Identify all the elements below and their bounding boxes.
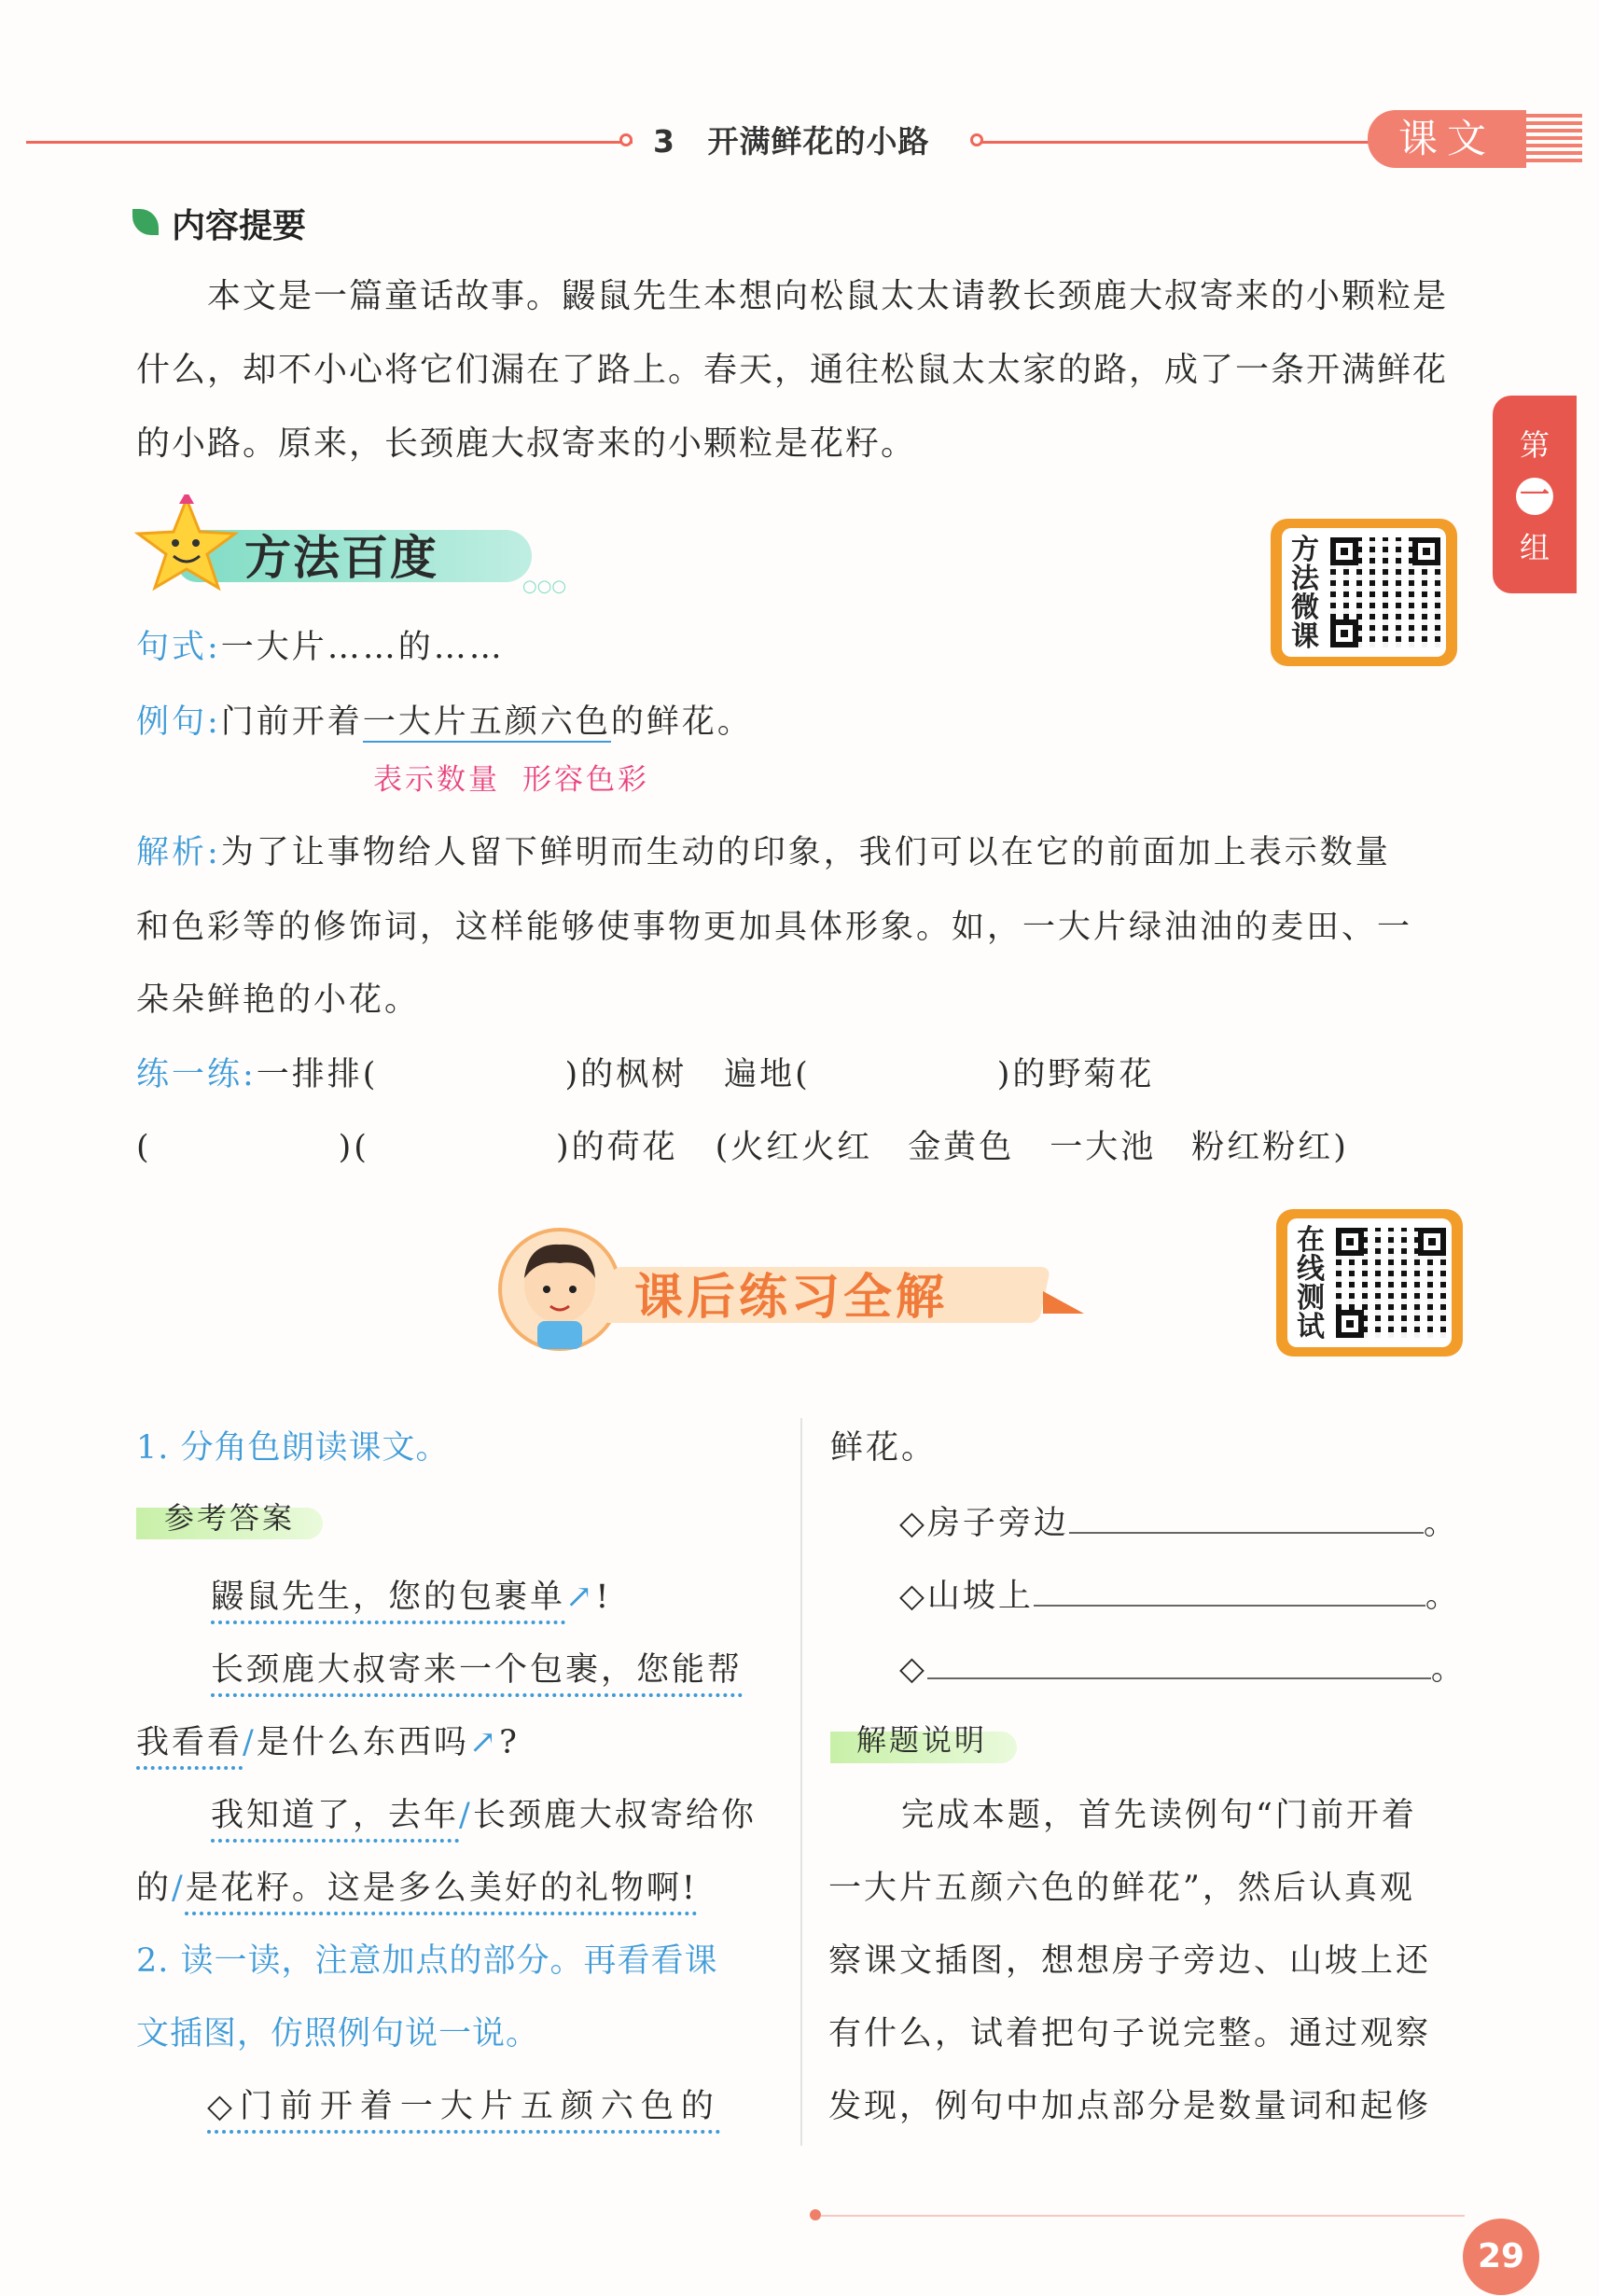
fill-period: 。 — [1425, 1578, 1461, 1615]
practice-g: )的荷花 — [555, 1129, 678, 1166]
qr-label: 方法微课 — [1291, 534, 1319, 653]
star-icon — [131, 494, 243, 597]
example-post: 的鲜花。 — [610, 703, 753, 741]
dialogue-line-2 — [211, 1644, 743, 1691]
explain-line-1: 完成本题，首先读例句“门前开着 — [901, 1797, 1417, 1834]
section-tab-stripes — [1526, 114, 1582, 164]
ref-answer-label: 参考答案 — [164, 1500, 296, 1536]
practice-c: 遍地( — [724, 1056, 811, 1093]
question-2-line-1: 2. 读一读，注意加点的部分。再看看课 — [136, 1942, 718, 1980]
dialogue-text: 的 — [136, 1870, 173, 1907]
dialogue-line-3 — [136, 1717, 520, 1763]
banner-dots: ○○○ — [522, 577, 567, 596]
fill-blank[interactable] — [1069, 1496, 1424, 1534]
dialogue-line-1 — [211, 1571, 611, 1618]
analysis-label: 解析: — [136, 834, 221, 871]
fill-line-1 — [899, 1496, 1459, 1544]
pattern-text: 一大片……的…… — [220, 629, 505, 666]
footer-rule — [821, 2215, 1465, 2217]
qr-label: 在线测试 — [1297, 1224, 1325, 1343]
explain-line-5: 发现，例句中加点部分是数量词和起修 — [828, 2088, 1432, 2125]
fill-blank[interactable] — [1034, 1569, 1425, 1607]
analysis-line-2: 和色彩等的修饰词，这样能够使事物更加具体形象。如，一大片绿油油的麦田、一 — [136, 909, 1413, 946]
header-rule-dot — [619, 133, 633, 146]
header-rule-right — [980, 141, 1371, 144]
example-sentence-cont: 鲜花。 — [830, 1429, 938, 1467]
fill-prompt: ◇房子旁边 — [899, 1505, 1069, 1542]
qr-finder — [1330, 619, 1358, 647]
dialogue-text: 鼹鼠先生，您的包裹单 — [211, 1579, 566, 1616]
analysis-text-1: 为了让事物给人留下鲜明而生动的印象，我们可以在它的前面加上表示数量 — [220, 834, 1391, 871]
banner-arrow — [1043, 1291, 1084, 1314]
section-tab: 课文 — [1368, 110, 1526, 168]
example-note-color: 形容色彩 — [522, 763, 649, 797]
example-color: 五颜六色 — [468, 703, 611, 741]
dialogue-line-4 — [211, 1789, 757, 1836]
dialogue-text: 是什么东西吗 — [256, 1724, 469, 1761]
page-number: 29 — [1463, 2219, 1539, 2295]
rising-tone-icon: ↗ — [468, 1724, 500, 1761]
qr-finder — [1336, 1228, 1364, 1256]
practice-f: )( — [338, 1129, 369, 1166]
example-quantity: 一大片 — [362, 703, 469, 741]
explain-line-4: 有什么，试着把句子说完整。通过观察 — [828, 2015, 1432, 2052]
example-note-quantity: 表示数量 — [373, 763, 500, 797]
summary-title: 内容提要 — [172, 207, 307, 245]
qr-finder — [1330, 537, 1358, 565]
practice-line-1 — [136, 1049, 1154, 1095]
practice-d: )的野菊花 — [996, 1056, 1155, 1093]
dialogue-text: 是花籽。这是多么美好的礼物啊! — [185, 1870, 698, 1907]
qr-screen — [1287, 1218, 1452, 1347]
fill-prompt: ◇山坡上 — [899, 1578, 1034, 1615]
summary-body: 本文是一篇童话故事。鼹鼠先生本想向松鼠太太请教长颈鹿大叔寄来的小颗粒是什么，却不小心将它们漏在了路上。春天，通往松鼠太太家的路，成了一条开满鲜花的小路。原来，长颈鹿大叔寄来的小颗粒是花籽。 — [136, 277, 1449, 463]
analysis-line-1 — [136, 827, 1391, 873]
rising-tone-icon: ↗ — [565, 1579, 596, 1616]
side-tab-bottom: 组 — [1519, 530, 1550, 565]
practice-label: 练一练: — [136, 1056, 257, 1093]
unit-side-tab — [1493, 396, 1577, 593]
fill-line-2 — [899, 1569, 1461, 1617]
practice-words: (火红火红 金黄色 一大池 粉红粉红) — [715, 1129, 1349, 1166]
dialogue-line-5 — [136, 1862, 698, 1909]
qr-test-card[interactable] — [1276, 1209, 1463, 1357]
example-sentence-line — [207, 2080, 721, 2127]
qr-video-card[interactable] — [1271, 519, 1457, 666]
qr-finder — [1418, 1228, 1446, 1256]
header-rule-dot — [970, 133, 983, 146]
fill-line-3 — [899, 1642, 1467, 1690]
lesson-title — [653, 118, 929, 161]
example-line — [136, 696, 753, 743]
lesson-name: 开满鲜花的小路 — [707, 123, 930, 160]
pause-mark: / — [459, 1797, 473, 1834]
qr-finder — [1412, 537, 1440, 565]
fill-period: 。 — [1423, 1505, 1459, 1542]
qr-finder — [1336, 1310, 1364, 1338]
column-divider — [800, 1418, 802, 2146]
fill-prompt: ◇ — [899, 1650, 927, 1688]
example-sentence: ◇门前开着一大片五颜六色的 — [207, 2088, 721, 2125]
dialogue-text: 长颈鹿大叔寄来一个包裹，您能帮 — [211, 1651, 744, 1689]
dialogue-text: 我看看 — [136, 1724, 243, 1761]
side-tab-top: 第 — [1519, 427, 1550, 463]
analysis-line-3: 朵朵鲜艳的小花。 — [136, 981, 421, 1019]
question-2-line-2: 文插图，仿照例句说一说。 — [136, 2015, 540, 2052]
dialogue-end: ? — [499, 1724, 520, 1761]
fill-blank[interactable] — [927, 1642, 1431, 1679]
practice-b: )的枫树 — [564, 1056, 688, 1093]
leaf-icon — [132, 209, 159, 235]
pattern-line — [136, 621, 505, 668]
dialogue-text: 长颈鹿大叔寄给你 — [472, 1797, 757, 1834]
pattern-label: 句式: — [136, 629, 221, 666]
header-rule-left — [26, 141, 633, 144]
footer-dot — [810, 2209, 821, 2220]
example-label: 例句: — [136, 703, 221, 741]
pause-mark: / — [243, 1724, 257, 1761]
dialogue-end: ! — [595, 1579, 612, 1616]
example-pre: 门前开着 — [220, 703, 363, 741]
explain-line-3: 察课文插图，想想房子旁边、山坡上还 — [828, 1942, 1432, 1980]
fill-period: 。 — [1430, 1650, 1467, 1688]
lesson-number: 3 — [653, 123, 675, 160]
side-tab-number: 一 — [1516, 478, 1553, 515]
pause-mark: / — [172, 1870, 186, 1907]
qr-screen — [1282, 528, 1446, 657]
question-1: 1. 分角色朗读课文。 — [136, 1429, 450, 1467]
practice-e: ( — [136, 1129, 152, 1166]
dialogue-text: 我知道了，去年 — [211, 1797, 460, 1834]
explain-line-2: 一大片五颜六色的鲜花”，然后认真观 — [828, 1870, 1415, 1907]
practice-line-2 — [136, 1121, 1349, 1168]
method-banner-title: 方法百度 — [244, 531, 438, 585]
boy-avatar-icon — [494, 1222, 625, 1362]
explain-label: 解题说明 — [856, 1722, 988, 1758]
practice-a: 一排排( — [256, 1056, 379, 1093]
exercise-banner-title: 课后练习全解 — [634, 1270, 949, 1326]
